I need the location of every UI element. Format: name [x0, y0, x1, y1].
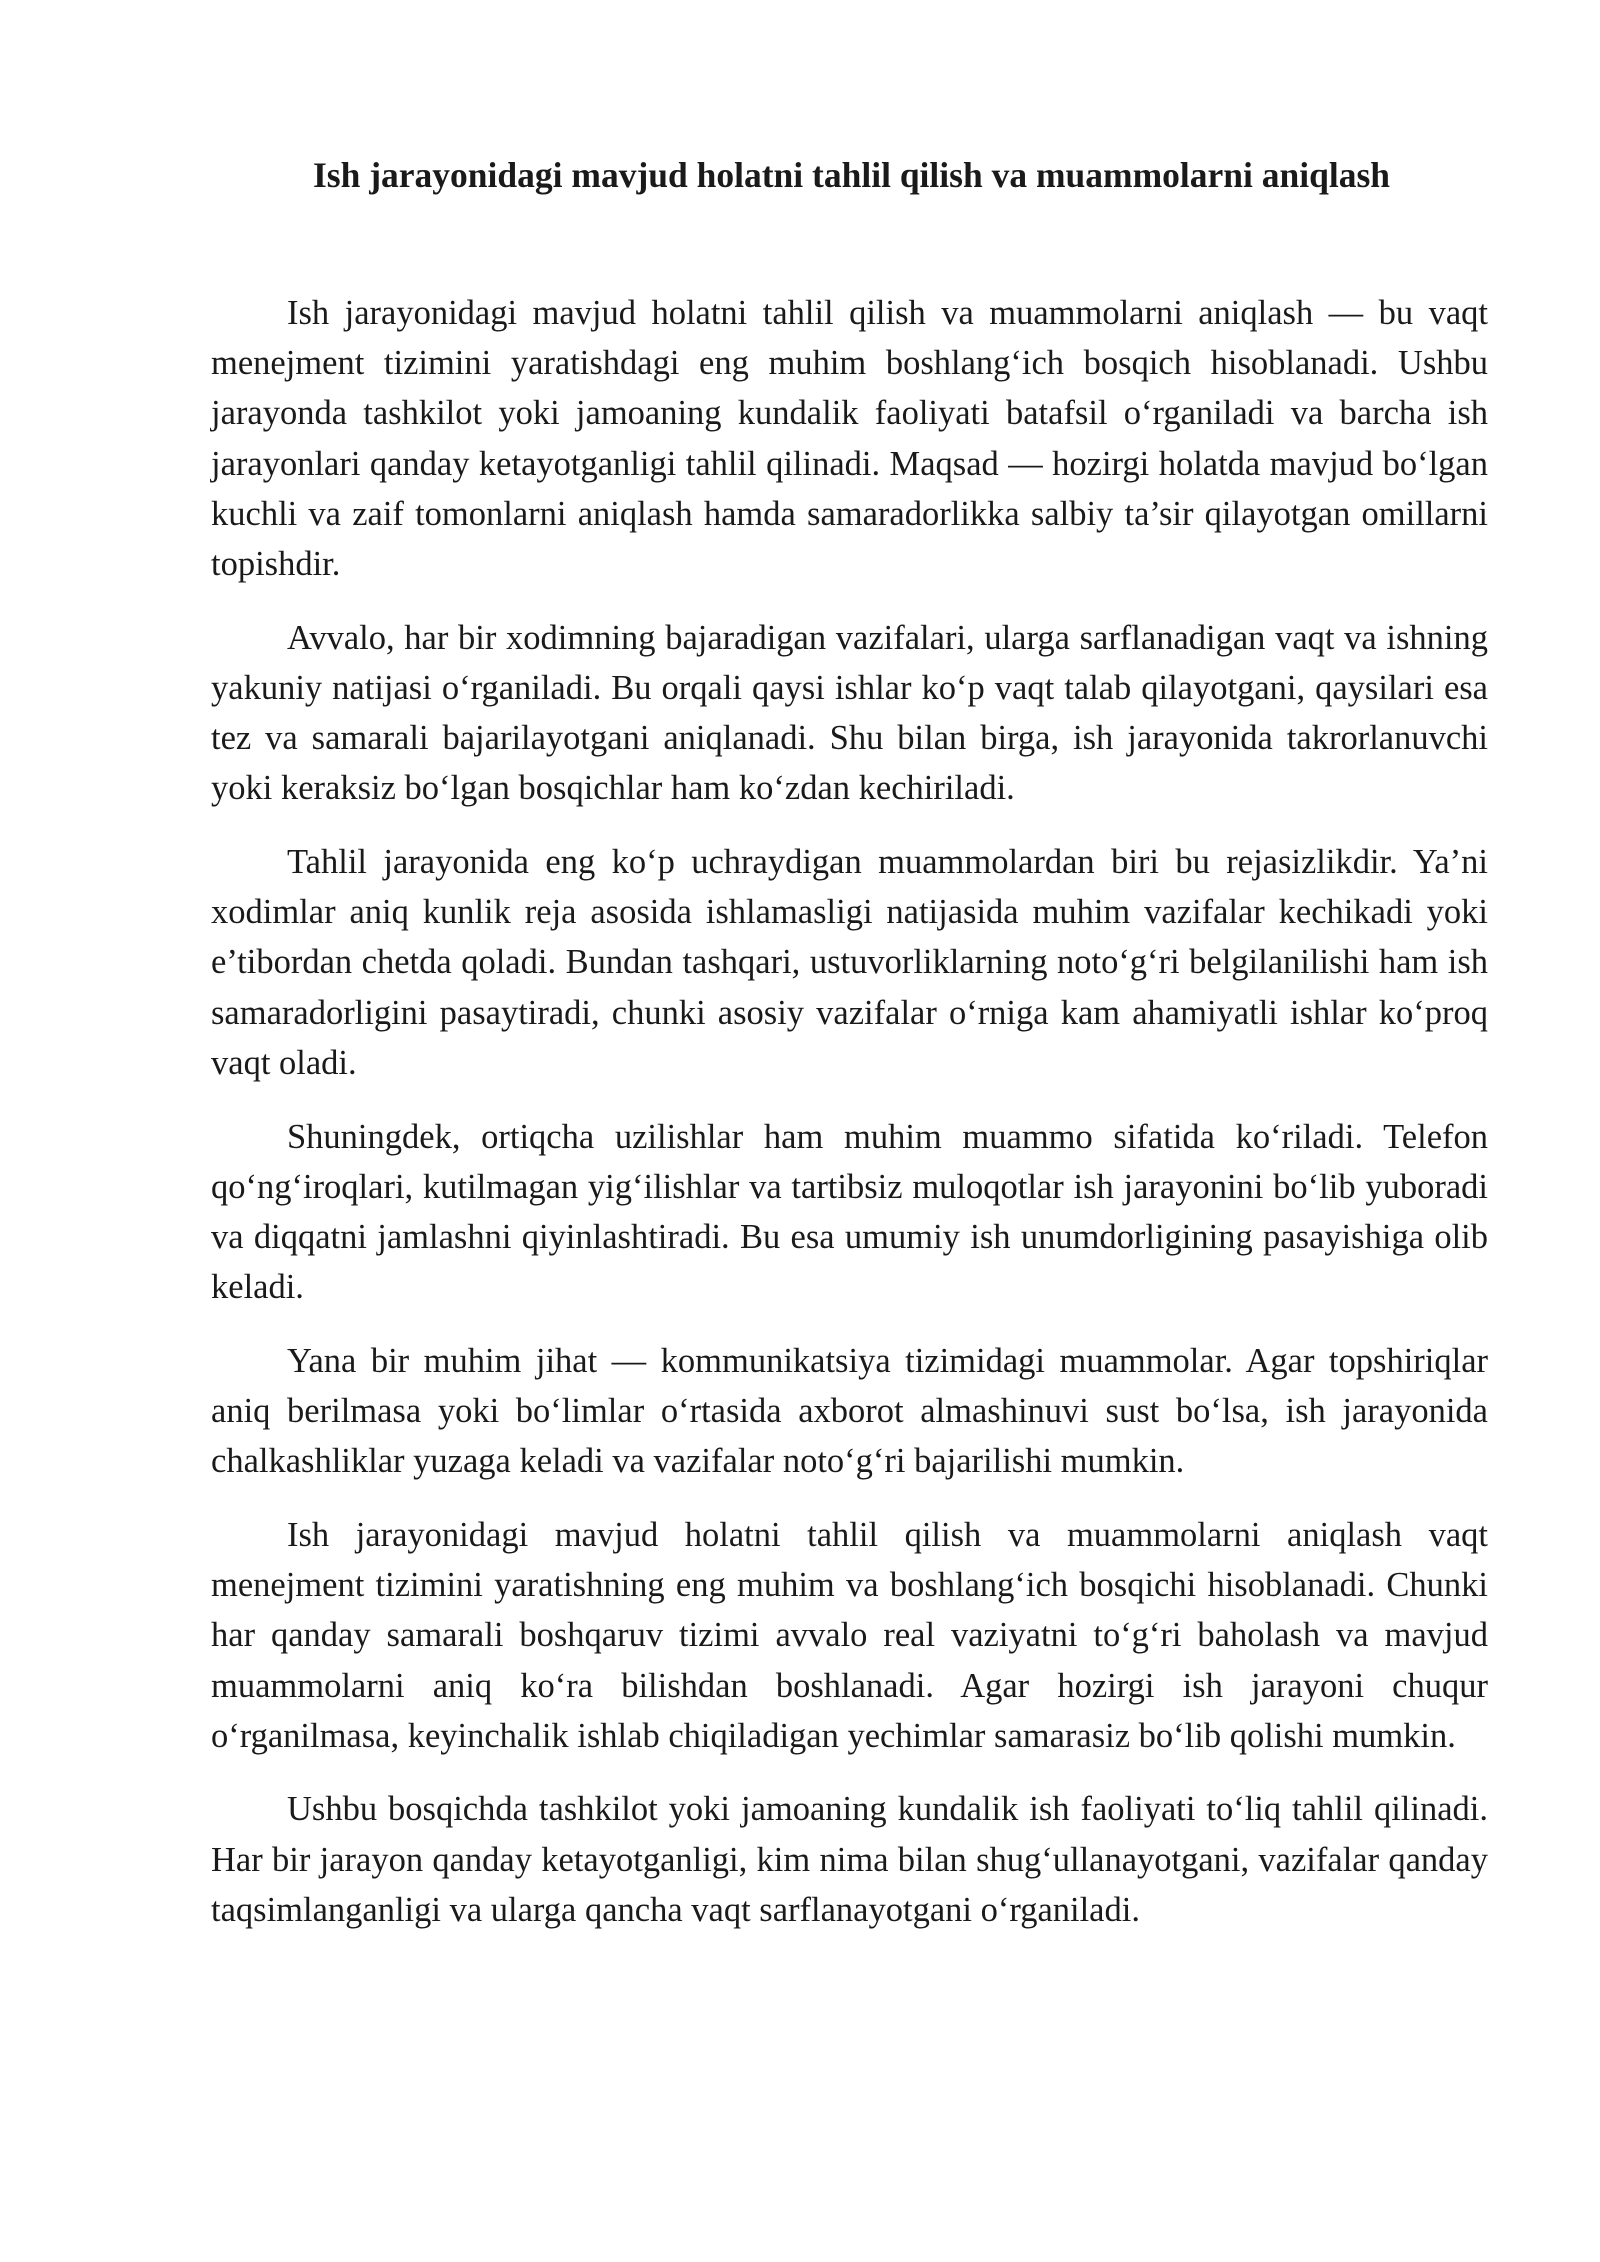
paragraph: Tahlil jarayonida eng ko‘p uchraydigan muammolardan biri bu rejasizlikdir. Ya’ni xodimlar aniq kunlik reja asosida ishlamasligi natijasida muhim vazifalar kechikadi yoki e’tibordan chetda qoladi. Bundan tashqari, ustuvorliklarning noto‘g‘ri belgilanilishi ham ish samaradorligini pasaytiradi, chunki asosiy vazifalar o‘rniga kam ahamiyatli ishlar ko‘proq vaqt oladi. — [211, 843, 1488, 1082]
paragraph: Yana bir muhim jihat — kommunikatsiya tizimidagi muammolar. Agar topshiriqlar aniq berilmasa yoki bo‘limlar o‘rtasida axborot almashinuvi sust bo‘lsa, ish jarayonida chalkashliklar yuzaga keladi va vazifalar noto‘g‘ri bajarilishi mumkin. — [211, 1341, 1488, 1481]
paragraph: Ish jarayonidagi mavjud holatni tahlil qilish va muammolarni aniqlash vaqt menejment tizimini yaratishning eng muhim va boshlang‘ich bosqichi hisoblanadi. Chunki har qanday samarali boshqaruv tizimi avvalo real vaziyatni to‘g‘ri baholash va mavjud muammolarni aniq ko‘ra bilishdan boshlanadi. Agar hozirgi ish jarayoni chuqur o‘rganilmasa, keyinchalik ishlab chiqiladigan yechimlar samarasiz bo‘lib qolishi mumkin. — [211, 1515, 1488, 1755]
paragraph: Ish jarayonidagi mavjud holatni tahlil qilish va muammolarni aniqlash — bu vaqt menejment tizimini yaratishdagi eng muhim boshlang‘ich bosqich hisoblanadi. Ushbu jarayonda tashkilot yoki jamoaning kundalik faoliyati batafsil o‘rganiladi va barcha ish jarayonlari qanday ketayotganligi tahlil qilinadi. Maqsad — hozirgi holatda mavjud bo‘lgan kuchli va zaif tomonlarni aniqlash hamda samaradorlikka salbiy ta’sir qilayotgan omillarni topishdir. — [211, 294, 1488, 584]
paragraph: Ushbu bosqichda tashkilot yoki jamoaning kundalik ish faoliyati to‘liq tahlil qilinadi. Har bir jarayon qanday ketayotganligi, kim nima bilan shug‘ullanayotgani, vazifalar qanday taqsimlanganligi va ularga qancha vaqt sarflanayotgani o‘rganiladi. — [211, 1790, 1488, 1929]
paragraph: Avvalo, har bir xodimning bajaradigan vazifalari, ularga sarflanadigan vaqt va ishning yakuniy natijasi o‘rganiladi. Bu orqali qaysi ishlar ko‘p vaqt talab qilayotgani, qaysilari esa tez va samarali bajarilayotgani aniqlanadi. Shu bilan birga, ish jarayonida takrorlanuvchi yoki keraksiz bo‘lgan bosqichlar ham ko‘zdan kechiriladi. — [211, 618, 1488, 808]
paragraph: Shuningdek, ortiqcha uzilishlar ham muhim muammo sifatida ko‘riladi. Telefon qo‘ng‘iroqlari, kutilmagan yig‘ilishlar va tartibsiz muloqotlar ish jarayonini bo‘lib yuboradi va diqqatni jamlashni qiyinlashtiradi. Bu esa umumiy ish unumdorligining pasayishiga olib keladi. — [211, 1117, 1488, 1307]
document-body — [211, 288, 1488, 1935]
page-title: Ish jarayonidagi mavjud holatni tahlil qilish va muammolarni aniqlash — [312, 155, 1391, 195]
